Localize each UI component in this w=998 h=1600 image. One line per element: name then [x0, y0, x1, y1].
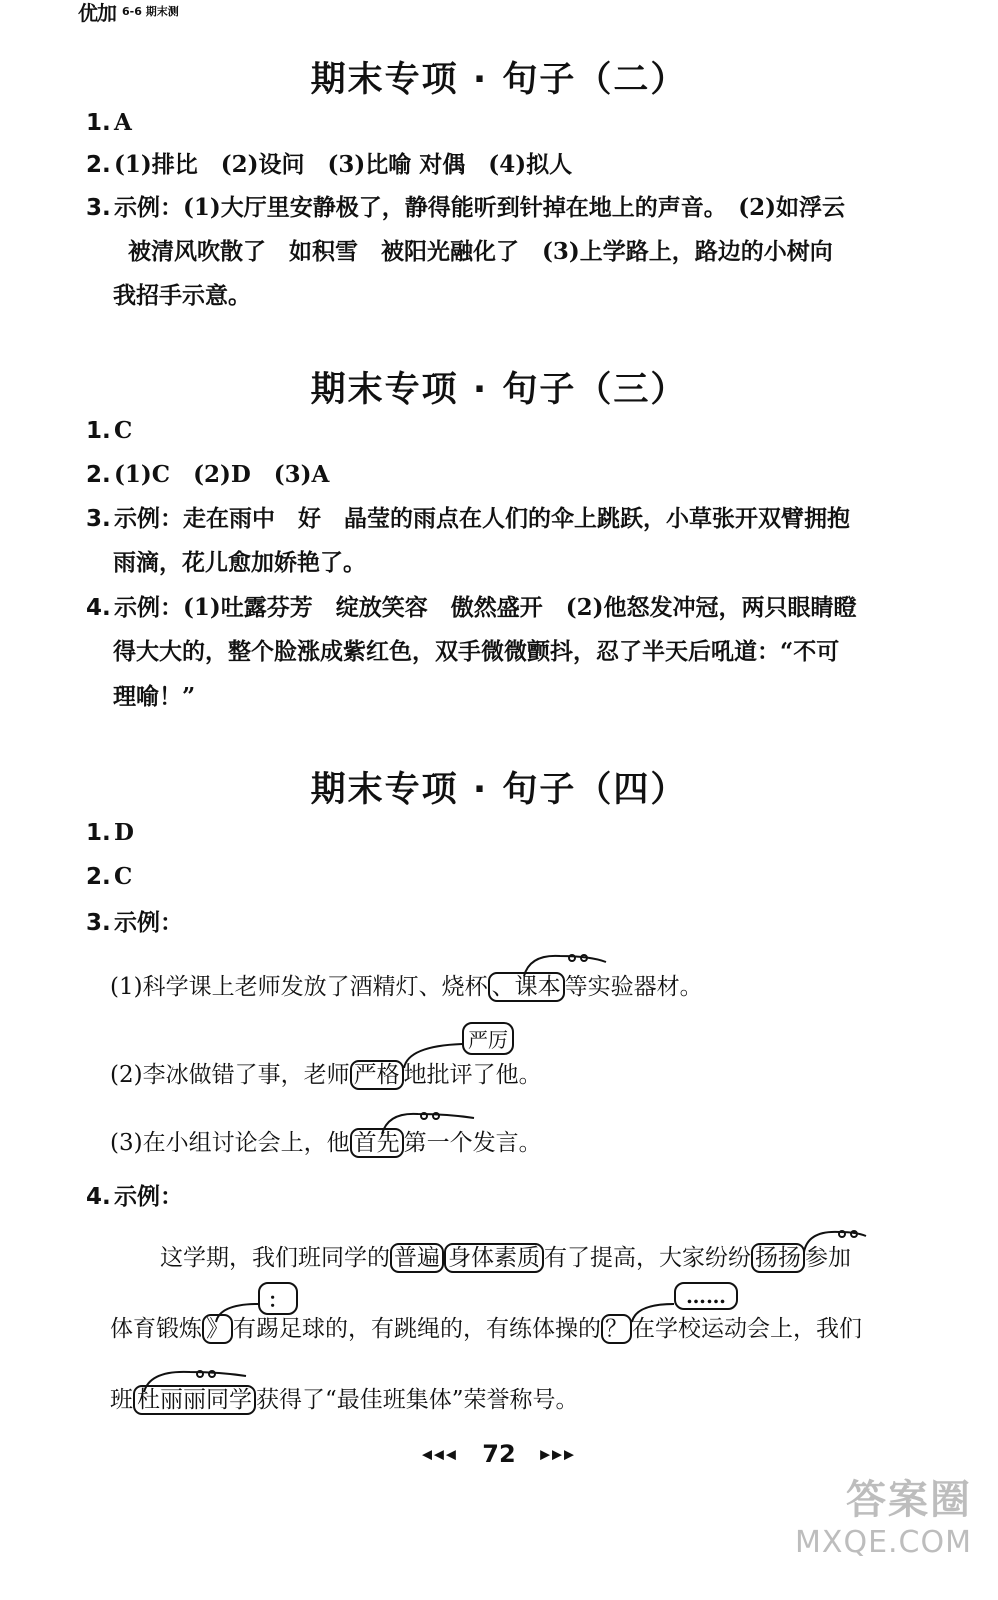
answer-line: 2. (1)排比 (2)设问 (3)比喻 对偶 (4)拟人	[86, 151, 573, 178]
logo-mark: 优加	[78, 0, 116, 25]
correction-mark: 身体素质	[444, 1243, 544, 1273]
answer-continuation: 理喻！”	[113, 683, 196, 710]
correction-sentence-2: (2)李冰做错了事，老师 严格 地批评了他。	[110, 1062, 542, 1088]
answer-continuation: 被清风吹散了 如积雪 被阳光融化了 (3)上学路上，路边的小树向	[128, 238, 833, 265]
insert-punctuation-bubble: ……	[674, 1282, 738, 1310]
answer-continuation: 雨滴，花儿愈加娇艳了。	[113, 549, 366, 576]
answer-line: 1. A	[86, 109, 132, 136]
answer-continuation: 得大大的，整个脸涨成紫红色，双手微微颤抖，忍了半天后吼道：“不可	[113, 638, 840, 665]
answer-line: 3. 示例：	[86, 909, 183, 936]
answer-line: 4. 示例：(1)吐露芬芳 绽放笑容 傲然盛开 (2)他怒发冲冠，两只眼睛瞪	[86, 594, 857, 621]
correction-mark: 首先	[350, 1128, 404, 1158]
essay-line-2: 体育锻炼 》 有踢足球的，有跳绳的，有练体操的 ？ 在学校运动会上，我们	[110, 1316, 862, 1342]
correction-mark: 普遍	[390, 1243, 444, 1273]
correction-mark: 扬扬	[751, 1243, 805, 1273]
header-logo	[78, 0, 179, 25]
answer-line: 1. C	[86, 417, 133, 444]
answer-line: 1. D	[86, 819, 134, 846]
insert-word-bubble: 严厉	[462, 1022, 514, 1055]
answer-line: 2. (1)C (2)D (3)A	[86, 461, 330, 488]
section-title-4: 期末专项 · 句子（四）	[310, 770, 688, 810]
correction-mark: 》	[202, 1314, 233, 1344]
correction-sentence-3: (3)在小组讨论会上，他 首先 第一个发言。	[110, 1130, 542, 1156]
correction-mark: 、课本	[488, 972, 565, 1002]
essay-line-3: 班 杜丽丽同学 获得了“最佳班集体”荣誉称号。	[110, 1387, 579, 1413]
watermark	[795, 1468, 972, 1560]
insert-punctuation-bubble: ：	[258, 1282, 298, 1315]
correction-mark: 杜丽丽同学	[133, 1385, 256, 1415]
correction-mark: 严格	[350, 1060, 404, 1090]
answer-line: 3. 示例：走在雨中 好 晶莹的雨点在人们的伞上跳跃，小草张开双臂拥抱	[86, 505, 850, 532]
logo-subtitle: 6-6 期末测	[122, 5, 179, 18]
correction-mark: ？	[601, 1314, 632, 1344]
answer-line: 4. 示例：	[86, 1183, 183, 1210]
section-title-2: 期末专项 · 句子（二）	[310, 60, 688, 100]
left-arrows-icon: ◀◀◀	[421, 1447, 458, 1463]
watermark-url: MXQE.COM	[795, 1525, 972, 1560]
answer-line: 3. 示例：(1)大厅里安静极了，静得能听到针掉在地上的声音。 (2)如浮云	[86, 194, 846, 221]
essay-line-1: 这学期，我们班同学的 普遍 身体素质 有了提高，大家纷纷 扬扬 参加	[160, 1245, 851, 1271]
answer-line: 2. C	[86, 863, 133, 890]
section-title-3: 期末专项 · 句子（三）	[310, 370, 688, 410]
right-arrows-icon: ▶▶▶	[540, 1447, 577, 1463]
watermark-logo: 答案圈	[846, 1477, 972, 1523]
answer-continuation: 我招手示意。	[113, 282, 251, 309]
deletion-mark-icon	[520, 948, 610, 978]
correction-sentence-1: (1)科学课上老师发放了酒精灯、烧杯 、课本 等实验器材。	[110, 974, 703, 1000]
page-number: ◀◀◀ 72 ▶▶▶	[421, 1440, 577, 1468]
